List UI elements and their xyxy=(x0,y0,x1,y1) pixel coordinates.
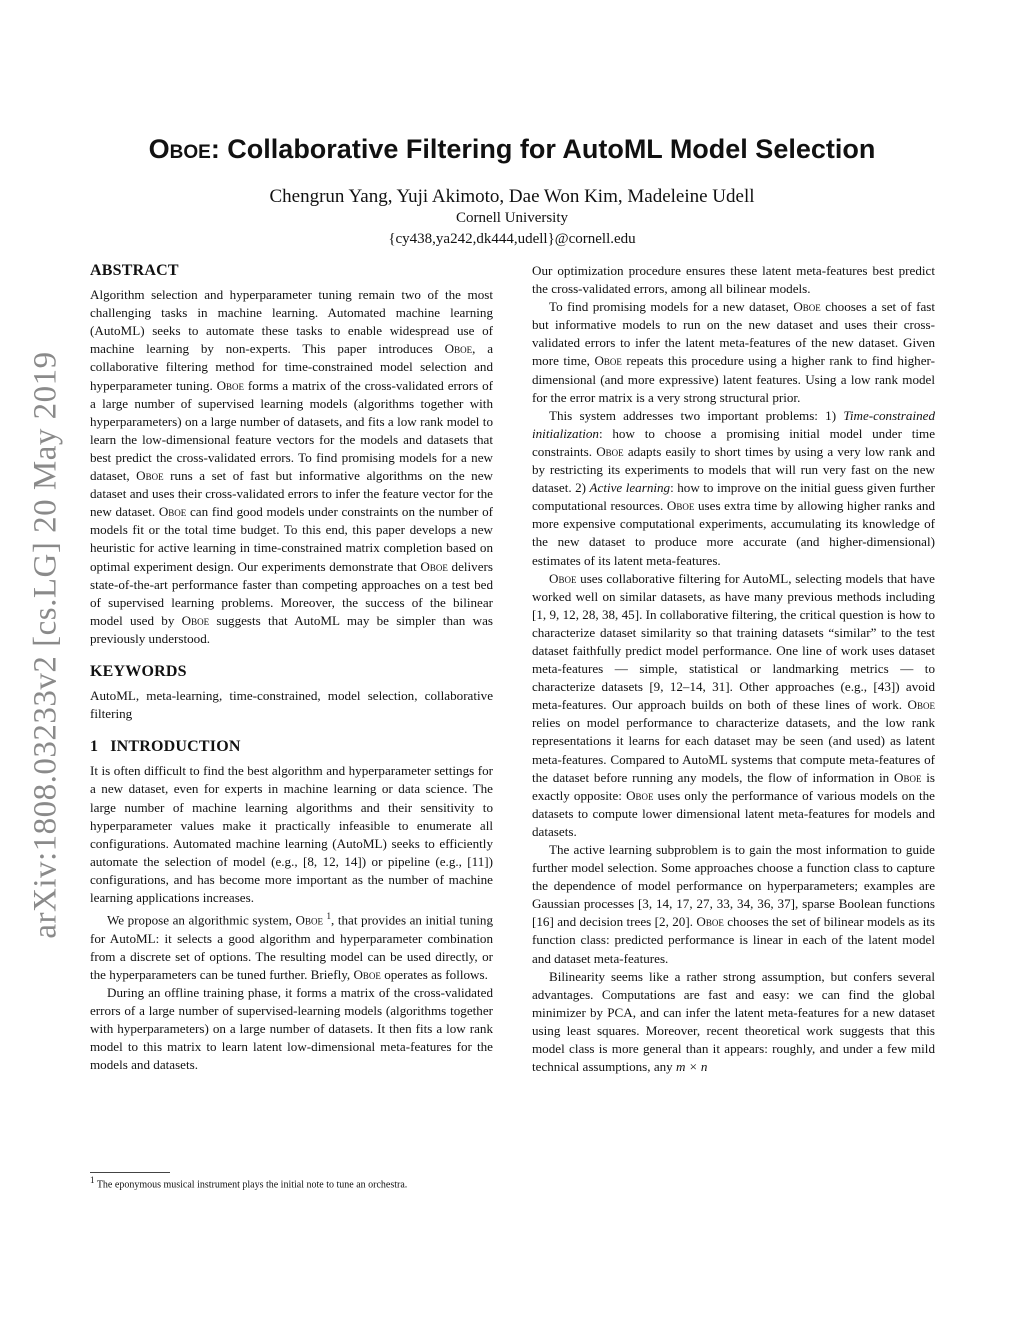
intro-paragraph-1: It is often difficult to find the best algorithm and hyperparameter settings for a new dataset, even for experts in machine learning or data science. The large number of machine learning algorithms and their sensitivity to hyperparameter values make it practically infeasible to enumerate all configurations. Automated machine learning (AutoML) seeks to efficiently automate the selection of model (e.g., [8, 12, 14]) or pipeline (e.g., [11]) configurations, and has become more important as the number of machine learning applications increases. xyxy=(90,763,493,905)
author-emails: {cy438,ya242,dk444,udell}@cornell.edu xyxy=(388,231,636,247)
footnote-marker: 1 xyxy=(326,911,332,922)
intro-paragraph-2: We propose an algorithmic system, Oboe $^1$, that provides an initial tuning for AutoML: it selects a good algorithm and hyperparameter combination from a discrete set of options. The resulting model can be used directly, or the hyperparameters can be tuned further. Briefly, Oboe operates as follows. xyxy=(90,911,493,982)
right-paragraph-1: Our optimization procedure ensures these latent meta-features best predict the cross-validated errors, among all bilinear models. xyxy=(532,263,935,297)
author-list: Chengrun Yang, Yuji Akimoto, Dae Won Kim, Madeleine Udell xyxy=(269,186,755,207)
intro-heading: 1 INTRODUCTION xyxy=(90,738,241,756)
right-paragraph-3: This system addresses two important problems: 1) Time-constrained initialization: how to choose a promising initial model under time constraints. Oboe adapts easily to short times by using a very low rank and by restricting its experiments to models that will run very fast on the new dataset. 2) Active learning: how to improve on the initial guess given further computational resources. Oboe uses extra time by allowing higher ranks and more expensive computational experiments, accumulating its knowledge of the new dataset to produce more accurate (and higher-dimensional) estimates of its latent meta-features. xyxy=(532,407,936,568)
intro-paragraph-3: During an offline training phase, it forms a matrix of the cross-validated errors of a large number of supervised-learning models (algorithms together with hyperparameters) on a large number of datasets. It then fits a low rank model to this matrix to learn latent low-dimensional meta-features for the models and datasets. xyxy=(90,984,493,1073)
right-paragraph-2: To find promising models for a new dataset, Oboe chooses a set of fast but informative models to run on the new dataset and uses their cross-validated errors to infer the latent meta-features of the new dataset. Given more time, Oboe repeats this procedure using a higher rank to find higher-dimensional (and more expressive) latent features. Using a low rank model for the error matrix is a very strong structural prior. xyxy=(532,299,935,405)
footnote: $^1$ The eponymous musical instrument plays the initial note to tune an orchestra. xyxy=(90,1175,408,1191)
right-column xyxy=(532,262,935,1076)
title-system-name: Oboe xyxy=(148,134,211,164)
arxiv-identifier xyxy=(22,345,70,945)
keywords-heading: KEYWORDS xyxy=(90,662,187,680)
right-paragraph-4: Oboe uses collaborative filtering for AutoML, selecting models that have worked well on similar datasets, as have many previous methods including [1, 9, 12, 28, 38, 45]. In collaborative filtering, the critical question is how to characterize dataset similarity so that training datasets “similar” to the test dataset faithfully predict model performance. One line of work uses dataset meta-features — simple, statistical or landmarking metrics — to characterize datasets [9, 12–14, 31]. Other approaches (e.g., [43]) avoid meta-features. Our approach builds on both of these lines of work. Oboe relies on model performance to characterize datasets, and the low rank representations it learns for each dataset may be seen (and used) as latent meta-features. Compared to AutoML systems that compute meta-features of the dataset before running any models, the flow of information in Oboe is exactly opposite: Oboe uses only the performance of various models on the datasets to compute lower dimensional latent meta-features for models and datasets. xyxy=(532,570,935,839)
right-paragraph-6: Bilinearity seems like a rather strong assumption, but confers several advantages. Computations are fast and easy: we can find the global minimizer by PCA, and can infer the latent meta-features for a new dataset using least squares. Moreover, recent theoretical work suggests that this model class is more general than it appears: roughly, and under a few mild technical assumptions, any m × n xyxy=(532,968,935,1075)
footnote-rule xyxy=(90,1172,170,1173)
affiliation: Cornell University xyxy=(455,210,569,226)
paper-title xyxy=(90,134,934,165)
footnote-mark: 1 xyxy=(90,1175,95,1185)
arxiv-identifier-text: arXiv:1808.03233v2 [cs.LG] 20 May 2019 xyxy=(27,351,64,939)
right-paragraph-5: The active learning subproblem is to gain the most information to guide further model selection. Some approaches choose a function class to capture the dependence of model performance on hyperparameters; examples are Gaussian processes [3, 14, 17, 27, 33, 34, 36, 37], sparse Boolean functions [16] and decision trees [2, 20]. Oboe chooses the set of bilinear models as its function class: predicted performance is linear in each of the latent model and dataset meta-features. xyxy=(532,842,935,966)
left-column xyxy=(90,262,493,1074)
abstract-heading: ABSTRACT xyxy=(90,262,179,279)
keywords-text: AutoML, meta-learning, time-constrained, model selection, collaborative filtering xyxy=(90,688,493,722)
title-rest: : Collaborative Filtering for AutoML Model Selection xyxy=(210,134,876,164)
abstract-text: Algorithm selection and hyperparameter tuning remain two of the most challenging tasks in machine learning. Automated machine learning (AutoML) seeks to automate these tasks to enable widespread use of machine learning by non-experts. This paper introduces Oboe, a collaborative filtering method for time-constrained model selection and hyperparameter tuning. Oboe forms a matrix of the cross-validated errors of a large number of supervised learning models (algorithms together with hyperparameters) on a large number of datasets, and fits a low rank model to learn the low-dimensional feature vectors for the models and datasets that best predict the cross-validated errors. To find promising models for a new dataset, Oboe runs a set of fast but informative algorithms on the new dataset and uses their cross-validated errors to infer the feature vector for the new dataset. Oboe can find good models under constraints on the number of models fit or the total time budget. To this end, this paper develops a new heuristic for active learning in time-constrained matrix completion based on optimal experiment design. Our experiments demonstrate that Oboe delivers state-of-the-art performance faster than competing approaches on a test bed of supervised learning problems. Moreover, the success of the bilinear model used by Oboe suggests that AutoML may be simpler than was previously understood. xyxy=(90,287,494,646)
